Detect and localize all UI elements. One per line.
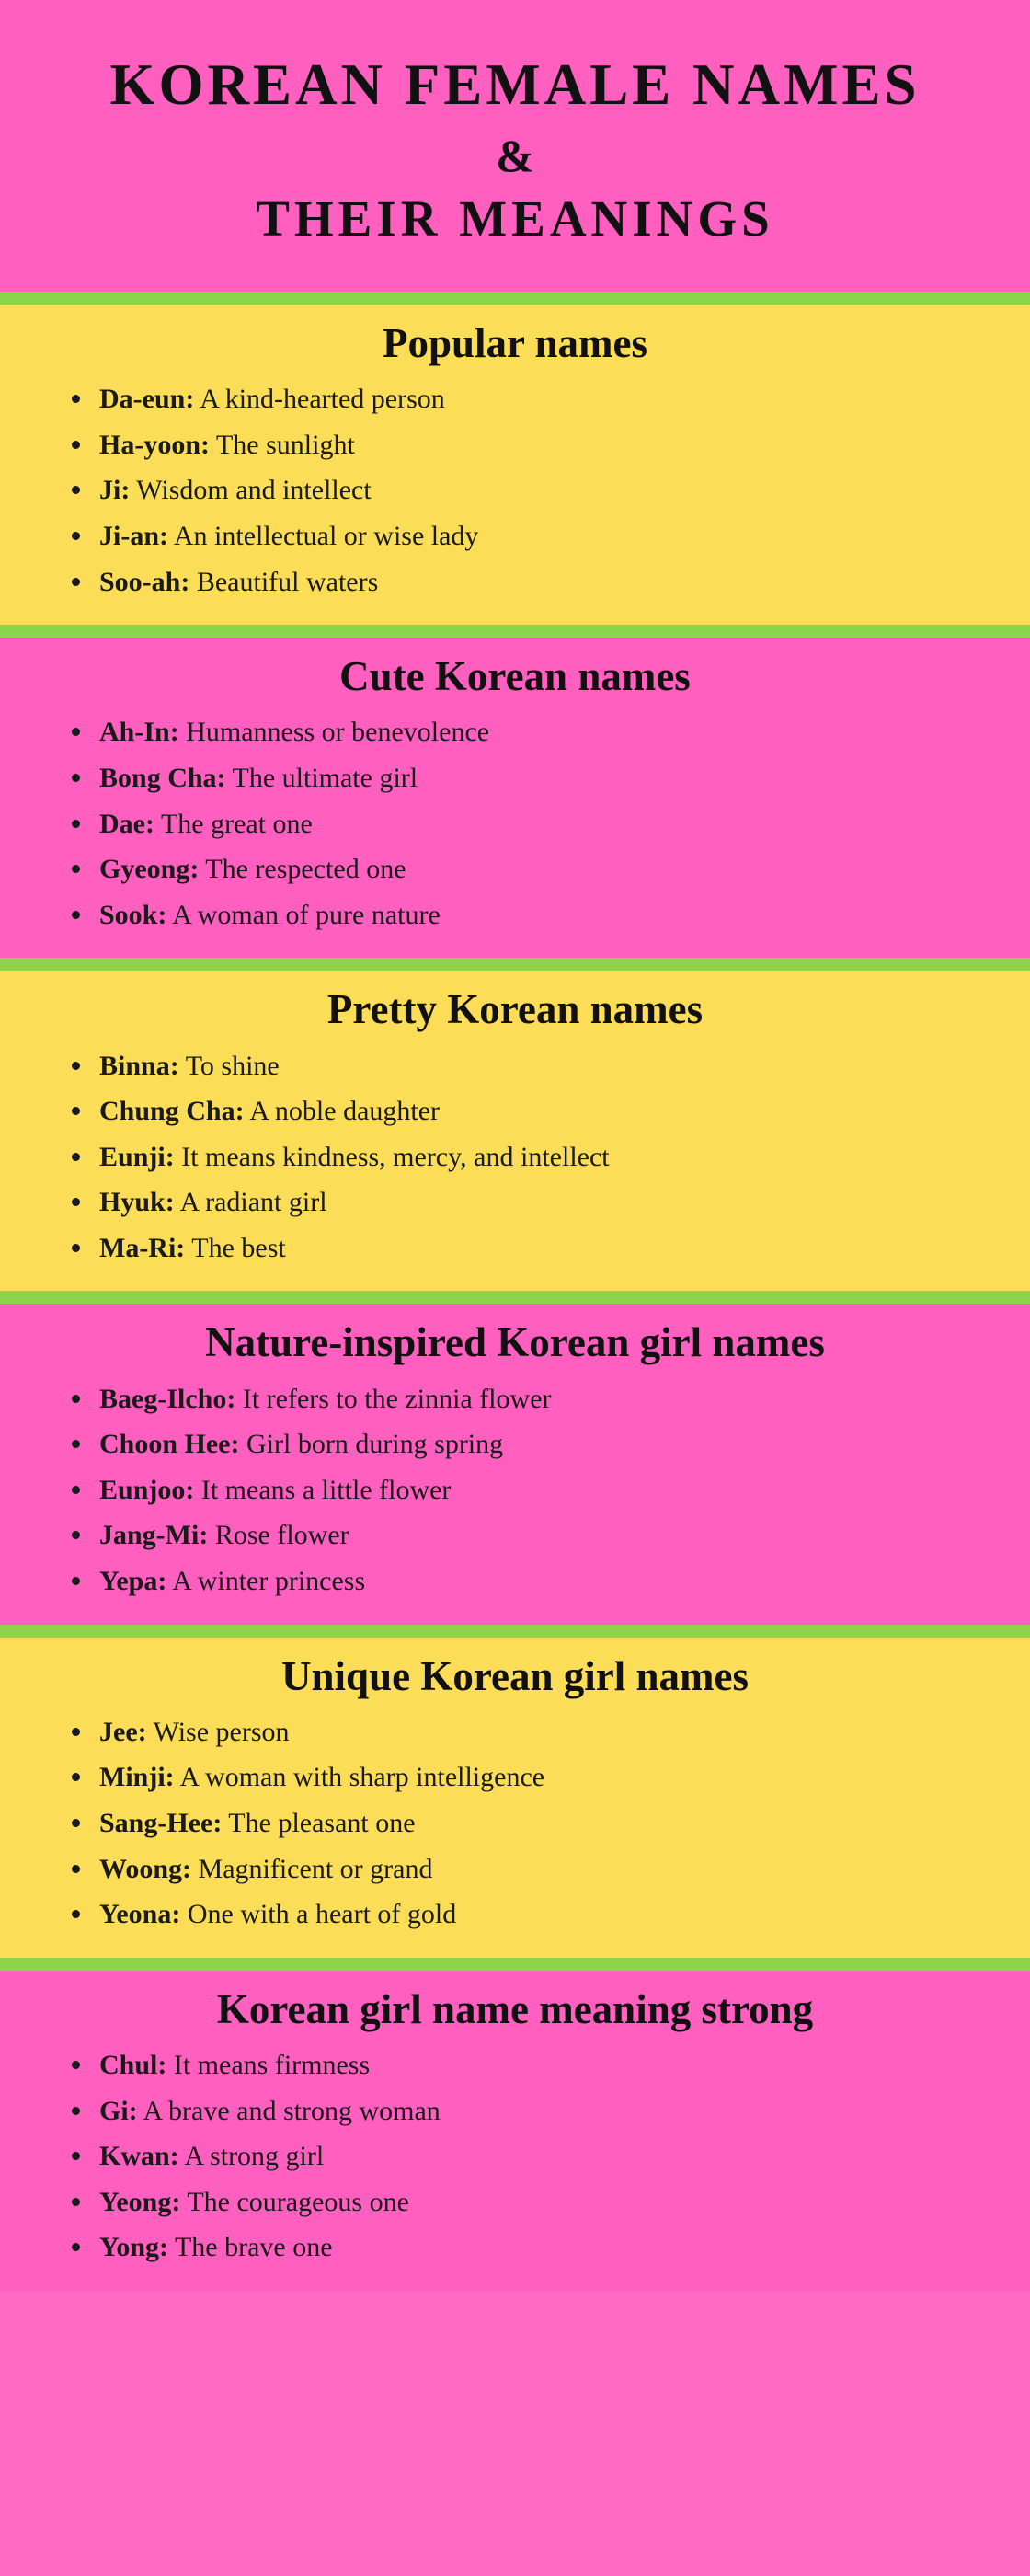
list-item	[64, 2179, 993, 2225]
name-label: Minji:	[99, 1762, 175, 1793]
section-heading: Unique Korean girl names	[281, 1652, 749, 1699]
section-heading: Korean girl name meaning strong	[216, 1985, 814, 2032]
section-divider	[0, 292, 1030, 305]
name-list	[0, 1043, 1030, 1271]
meaning-label: Wise person	[153, 1716, 290, 1747]
section-divider	[0, 1291, 1030, 1304]
list-item	[64, 1467, 993, 1513]
meaning-label: The great one	[160, 808, 313, 839]
meaning-label: It means a little flower	[200, 1474, 452, 1505]
section-divider	[0, 625, 1030, 638]
meaning-label: A winter princess	[172, 1566, 366, 1597]
meaning-label: The sunlight	[215, 429, 355, 460]
list-item	[64, 1179, 993, 1225]
list-item	[64, 1088, 993, 1134]
list-item	[64, 1376, 993, 1422]
name-label: Ma-Ri:	[99, 1232, 186, 1263]
section-divider	[0, 1958, 1030, 1971]
meaning-label: The ultimate girl	[232, 762, 418, 793]
meaning-label: The courageous one	[187, 2186, 409, 2217]
name-label: Ha-yoon:	[99, 429, 210, 460]
section-heading: Pretty Korean names	[326, 986, 704, 1033]
meaning-label: Wisdom and intellect	[136, 475, 372, 506]
name-label: Sook:	[99, 899, 167, 930]
name-label: Sang-Hee:	[99, 1808, 223, 1839]
meaning-label: Magnificent or grand	[198, 1853, 433, 1884]
meaning-label: A radiant girl	[179, 1187, 327, 1218]
section-divider	[0, 1625, 1030, 1638]
name-label: Da-eun:	[99, 384, 195, 415]
list-item	[64, 1754, 993, 1800]
name-list	[0, 1709, 1030, 1938]
list-item	[64, 2042, 993, 2088]
meaning-label: A woman of pure nature	[172, 899, 441, 930]
name-label: Jang-Mi:	[99, 1520, 209, 1551]
name-label: Eunji:	[99, 1141, 175, 1172]
meaning-label: The pleasant one	[228, 1808, 416, 1839]
title-line-2: THEIR MEANINGS	[256, 190, 774, 247]
name-label: Kwan:	[99, 2141, 179, 2172]
list-item	[64, 1800, 993, 1846]
name-label: Eunjoo:	[99, 1474, 195, 1505]
name-label: Yeona:	[99, 1899, 181, 1930]
name-label: Bong Cha:	[99, 762, 226, 793]
meaning-label: A kind-hearted person	[200, 384, 445, 415]
section-heading: Nature-inspired Korean girl names	[205, 1319, 825, 1366]
list-item	[64, 1846, 993, 1892]
meaning-label: The respected one	[205, 854, 406, 885]
list-item	[64, 376, 993, 422]
title-line-1: KOREAN FEMALE NAMES	[109, 52, 921, 117]
name-label: Soo-ah:	[99, 566, 190, 597]
meaning-label: Humanness or benevolence	[186, 717, 490, 748]
name-label: Ji-an:	[99, 520, 168, 551]
list-item	[64, 1225, 993, 1271]
list-item	[64, 1512, 993, 1558]
meaning-label: The best	[191, 1232, 286, 1263]
list-item	[64, 892, 993, 938]
section-unique-korean-girl-names	[0, 1638, 1030, 1958]
list-item	[64, 1043, 993, 1089]
name-label: Dae:	[99, 808, 154, 839]
list-item	[64, 846, 993, 892]
name-label: Chung Cha:	[99, 1096, 245, 1127]
name-label: Choon Hee:	[99, 1429, 240, 1460]
name-label: Ji:	[99, 475, 131, 506]
meaning-label: It refers to the zinnia flower	[242, 1383, 552, 1414]
name-label: Yeong:	[99, 2186, 181, 2217]
list-item	[64, 709, 993, 755]
section-nature-inspired-korean-girl-names	[0, 1304, 1030, 1624]
name-list	[0, 376, 1030, 604]
name-list	[0, 709, 1030, 937]
meaning-label: To shine	[185, 1050, 280, 1081]
meaning-label: Girl born during spring	[246, 1429, 504, 1460]
section-divider	[0, 958, 1030, 971]
list-item	[64, 467, 993, 513]
meaning-label: It means firmness	[173, 2049, 371, 2080]
name-list	[0, 2042, 1030, 2271]
name-list	[0, 1376, 1030, 1604]
list-item	[64, 559, 993, 605]
meaning-label: An intellectual or wise lady	[173, 520, 479, 551]
name-label: Baeg-Ilcho:	[99, 1383, 236, 1414]
meaning-label: A woman with sharp intelligence	[179, 1762, 545, 1793]
list-item	[64, 1134, 993, 1180]
name-label: Gyeong:	[99, 854, 200, 885]
list-item	[64, 801, 993, 847]
title-ampersand: &	[496, 129, 534, 181]
meaning-label: One with a heart of gold	[187, 1899, 457, 1930]
meaning-label: The brave one	[174, 2232, 333, 2263]
section-cute-korean-names	[0, 638, 1030, 958]
name-label: Chul:	[99, 2049, 167, 2080]
name-label: Yong:	[99, 2232, 169, 2263]
name-label: Ah-In:	[99, 717, 179, 748]
list-item	[64, 1421, 993, 1467]
name-label: Hyuk:	[99, 1187, 175, 1218]
name-label: Woong:	[99, 1853, 192, 1884]
list-item	[64, 1892, 993, 1938]
list-item	[64, 1709, 993, 1755]
meaning-label: A brave and strong woman	[143, 2095, 441, 2126]
list-item	[64, 1558, 993, 1604]
list-item	[64, 513, 993, 559]
name-label: Gi:	[99, 2095, 138, 2126]
name-label: Jee:	[99, 1716, 147, 1747]
meaning-label: A strong girl	[184, 2141, 325, 2172]
name-label: Binna:	[99, 1050, 179, 1081]
section-heading: Cute Korean names	[339, 653, 691, 700]
poster-header	[0, 0, 1030, 292]
section-heading: Popular names	[383, 320, 647, 367]
list-item	[64, 755, 993, 801]
page-title	[37, 48, 993, 251]
section-popular-names	[0, 305, 1030, 625]
section-pretty-korean-names	[0, 971, 1030, 1291]
list-item	[64, 2133, 993, 2179]
meaning-label: A noble daughter	[249, 1096, 441, 1127]
meaning-label: Rose flower	[214, 1520, 349, 1551]
list-item	[64, 2088, 993, 2134]
list-item	[64, 2225, 993, 2271]
meaning-label: It means kindness, mercy, and intellect	[181, 1141, 610, 1172]
name-label: Yepa:	[99, 1566, 167, 1597]
meaning-label: Beautiful waters	[196, 566, 379, 597]
list-item	[64, 422, 993, 468]
section-korean-girl-name-meaning-strong	[0, 1971, 1030, 2291]
